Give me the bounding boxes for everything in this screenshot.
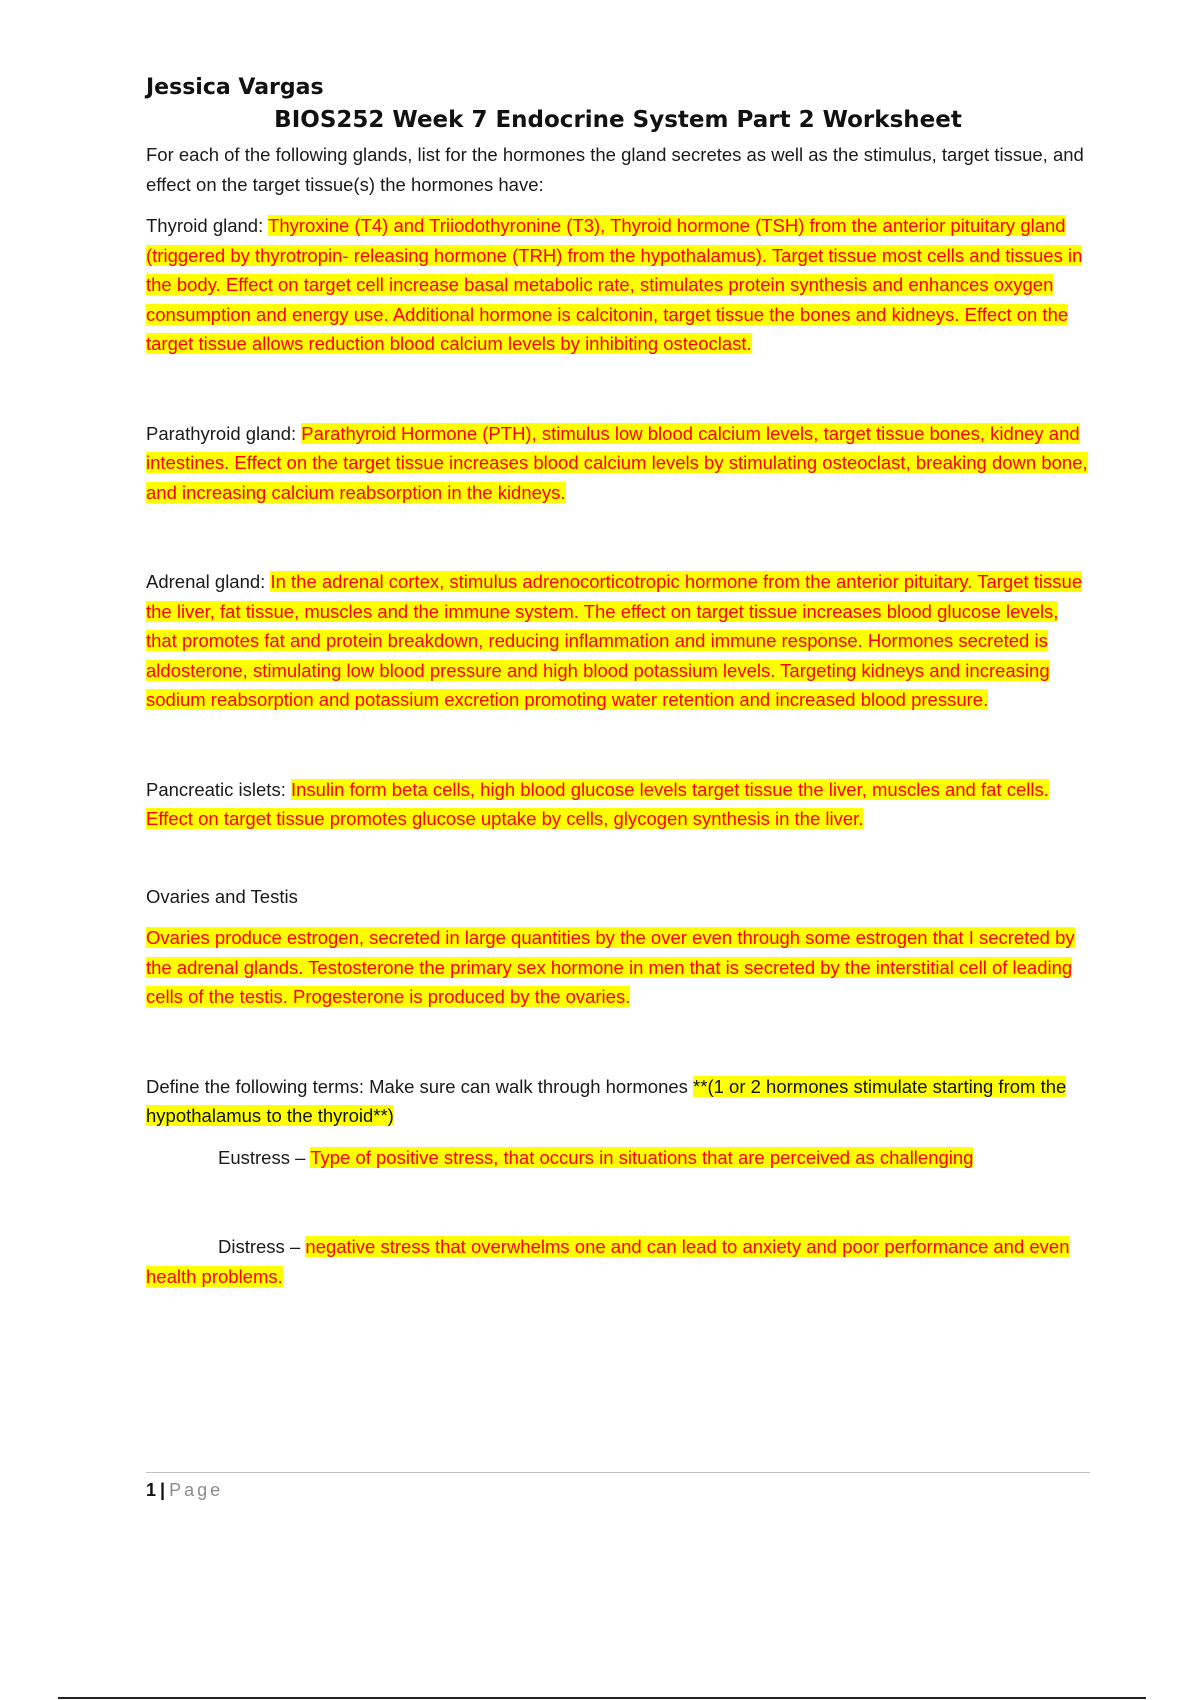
page-label: Page bbox=[169, 1480, 224, 1500]
term-label: Distress – bbox=[218, 1236, 306, 1257]
section-label: Parathyroid gland: bbox=[146, 422, 302, 444]
page-footer bbox=[146, 1478, 223, 1502]
section-ovaries-label: Ovaries and Testis bbox=[146, 885, 298, 907]
term-distress bbox=[146, 1232, 1090, 1291]
define-terms-prompt bbox=[146, 1072, 1090, 1131]
section-label: Thyroid gland: bbox=[146, 215, 269, 236]
worksheet-page bbox=[146, 74, 1090, 1291]
section-thyroid bbox=[146, 211, 1090, 359]
section-answer: Parathyroid Hormone (PTH), stimulus low blood calcium levels, target tissue bones, kidney and intestines. Effect on the target tissue increases blood calcium levels by stimulating osteoclast, breaking down bone, and increasing calcium reabsorption in the kidneys. bbox=[146, 422, 1088, 503]
footer-divider bbox=[146, 1472, 1090, 1473]
define-prompt-text: Define the following terms: Make sure can walk through hormones bbox=[146, 1075, 694, 1097]
term-label: Eustress – bbox=[218, 1146, 311, 1168]
section-adrenal bbox=[146, 567, 1090, 715]
section-label: Adrenal gland: bbox=[146, 571, 271, 592]
define-note: **(1 or 2 hormones stimulate starting from the hypothalamus to the thyroid**) bbox=[146, 1075, 1067, 1126]
section-pancreatic bbox=[146, 775, 1090, 834]
footer-separator: | bbox=[160, 1480, 166, 1500]
document-title: BIOS252 Week 7 Endocrine System Part 2 Worksheet bbox=[274, 107, 962, 133]
instructions: For each of the following glands, list for the hormones the gland secretes as well as the stimulus, target tissue, and effect on the target tissue(s) the hormones have: bbox=[146, 144, 1084, 195]
section-answer: In the adrenal cortex, stimulus adrenocorticotropic hormone from the anterior pituitary. Target tissue the liver, fat tissue, muscles and the immune system. The effect on target tissue increases blood glucose levels, that promotes fat and protein breakdown, reducing inflammation and immune response. Hormones secreted is aldosterone, stimulating low blood pressure and high blood potassium levels. Targeting kidneys and increasing sodium reabsorption and potassium excretion promoting water retention and increased blood pressure. bbox=[146, 571, 1083, 710]
author-name: Jessica Vargas bbox=[146, 75, 324, 100]
term-definition: negative stress that overwhelms one and can lead to anxiety and poor performance and even health problems. bbox=[146, 1236, 1070, 1287]
page-number: 1 bbox=[146, 1480, 157, 1500]
section-parathyroid bbox=[146, 419, 1090, 508]
term-definition: Type of positive stress, that occurs in situations that are perceived as challenging bbox=[310, 1146, 974, 1168]
section-ovaries bbox=[146, 923, 1090, 1012]
section-label: Pancreatic islets: bbox=[146, 778, 291, 800]
section-answer: Ovaries produce estrogen, secreted in large quantities by the over even through some estrogen that I secreted by the adrenal glands. Testosterone the primary sex hormone in men that is secreted by the interstitial cell of leading cells of the testis. Progesterone is produced by the ovaries. bbox=[146, 927, 1075, 1007]
section-answer: Thyroxine (T4) and Triiodothyronine (T3), Thyroid hormone (TSH) from the anterior pituitary gland (triggered by thyrotropin- releasing hormone (TRH) from the hypothalamus). Target tissue most cells and tissues in the body. Effect on target cell increase basal metabolic rate, stimulates protein synthesis and enhances oxygen consumption and energy use. Additional hormone is calcitonin, target tissue the bones and kidneys. Effect on the target tissue allows reduction blood calcium levels by inhibiting osteoclast. bbox=[146, 215, 1083, 354]
section-answer: Insulin form beta cells, high blood glucose levels target tissue the liver, muscles and fat cells. Effect on target tissue promotes glucose uptake by cells, glycogen synthesis in the liver. bbox=[146, 778, 1049, 829]
page-bottom-edge bbox=[58, 1697, 1146, 1699]
term-eustress bbox=[146, 1143, 1090, 1173]
